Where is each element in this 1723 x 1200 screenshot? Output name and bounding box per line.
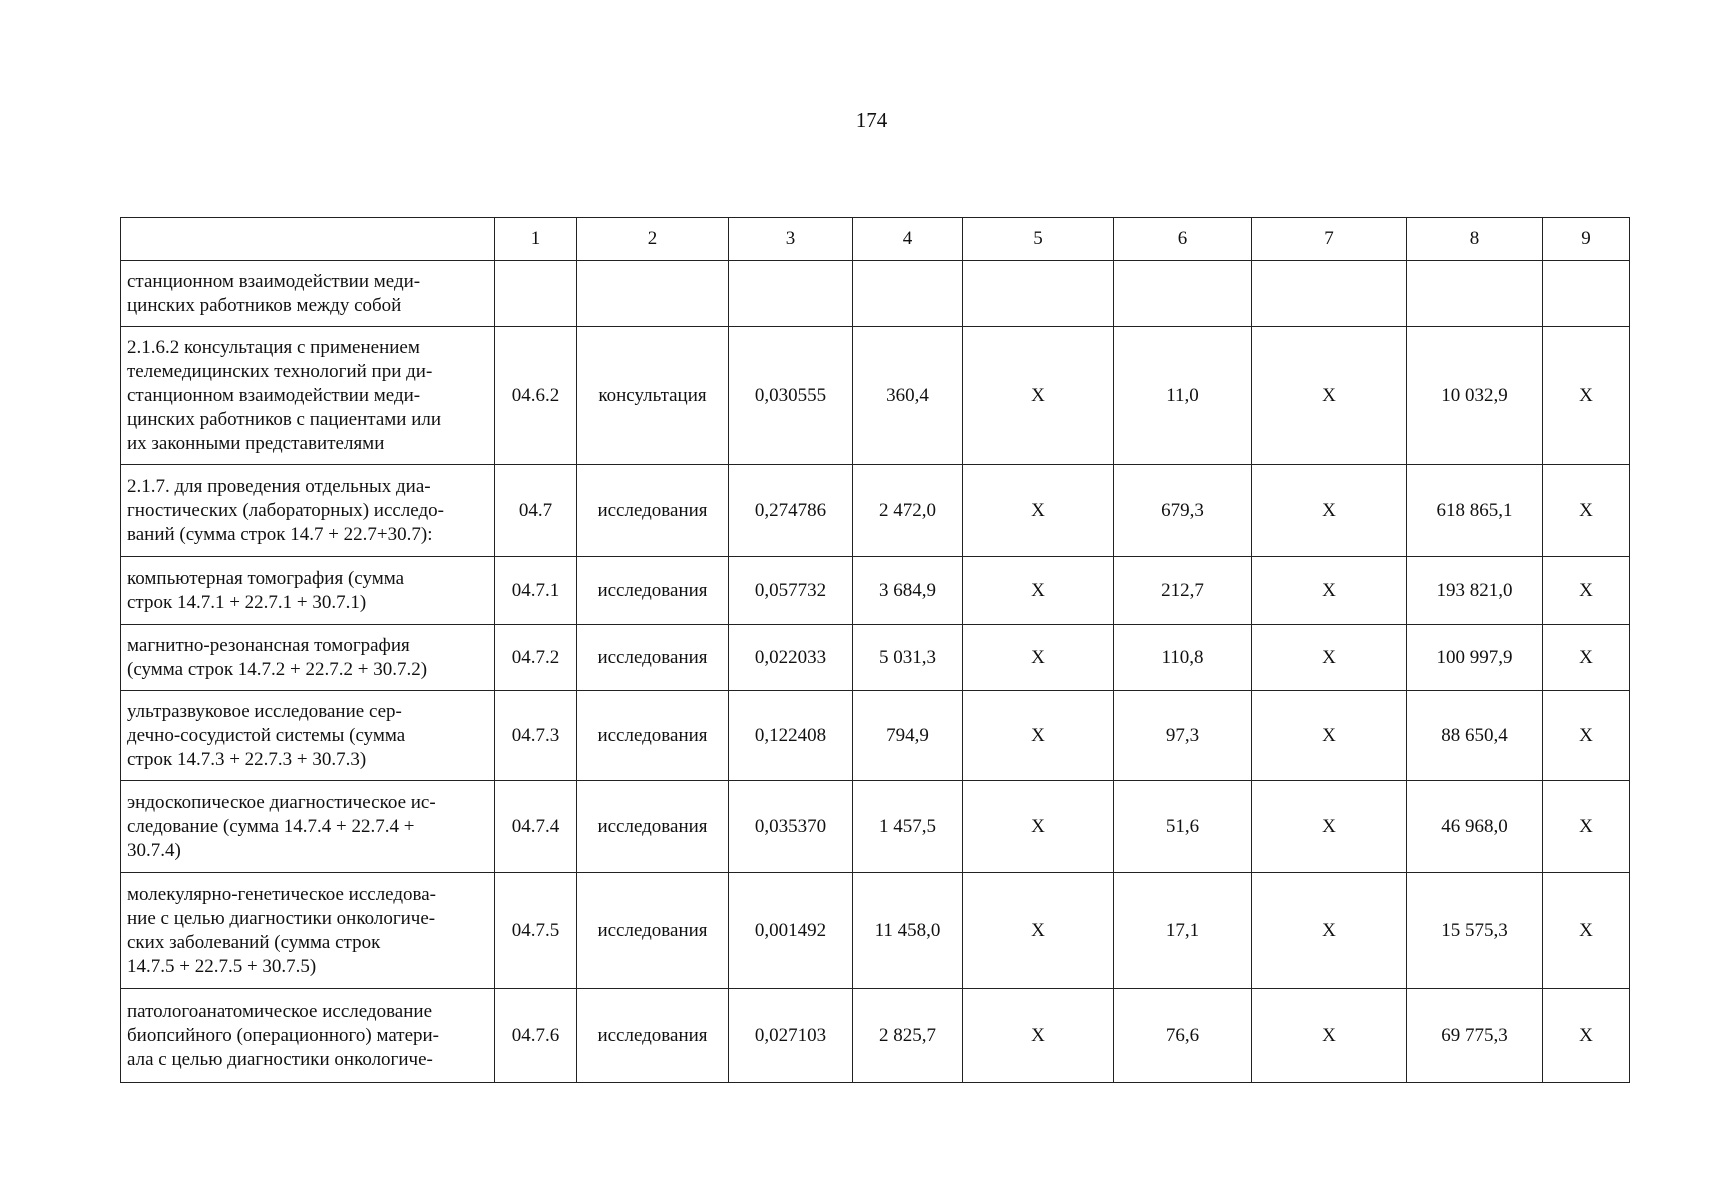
- table-cell-c1: 04.6.2: [495, 327, 577, 465]
- table-cell-c4: 5 031,3: [853, 625, 963, 691]
- table-cell-c5: X: [963, 557, 1114, 625]
- table-cell-c1: 04.7.5: [495, 873, 577, 989]
- column-header: [121, 218, 495, 261]
- table-cell-c7: X: [1252, 557, 1407, 625]
- table-cell-c2: исследования: [577, 873, 729, 989]
- row-name-text: компьютерная томография (сумма строк 14.7.1 + 22.7.1 + 30.7.1): [127, 567, 405, 613]
- table-cell-c9: X: [1543, 989, 1630, 1083]
- table-cell-c2: консультация: [577, 327, 729, 465]
- table-cell-c8: 88 650,4: [1407, 691, 1543, 781]
- table-row: [121, 625, 1630, 691]
- row-name-text: ультразвуковое исследование сер- дечно-сосудистой системы (сумма строк 14.7.3 + 22.7.3 + 30.7.3): [127, 700, 406, 770]
- table-cell-c4: 2 825,7: [853, 989, 963, 1083]
- table-cell-c7: X: [1252, 691, 1407, 781]
- row-name-cell: [121, 781, 495, 873]
- table-cell-c1: 04.7: [495, 465, 577, 557]
- table-row: [121, 989, 1630, 1083]
- table-cell-c3: 0,022033: [729, 625, 853, 691]
- table-cell-c3: [729, 261, 853, 327]
- table-row: [121, 781, 1630, 873]
- table-cell-c5: X: [963, 691, 1114, 781]
- table-cell-c3: 0,035370: [729, 781, 853, 873]
- row-name-text: станционном взаимодействии меди- цинских работников между собой: [127, 270, 421, 316]
- column-header: 8: [1407, 218, 1543, 261]
- column-header: 5: [963, 218, 1114, 261]
- table-cell-c1: 04.7.6: [495, 989, 577, 1083]
- row-name-cell: [121, 557, 495, 625]
- table-cell-c3: 0,030555: [729, 327, 853, 465]
- column-header: 9: [1543, 218, 1630, 261]
- column-header: 4: [853, 218, 963, 261]
- table-cell-c2: исследования: [577, 625, 729, 691]
- table-cell-c1: 04.7.4: [495, 781, 577, 873]
- table-cell-c4: [853, 261, 963, 327]
- table-cell-c4: 794,9: [853, 691, 963, 781]
- table-cell-c9: X: [1543, 781, 1630, 873]
- table-cell-c6: 76,6: [1114, 989, 1252, 1083]
- table-cell-c3: 0,122408: [729, 691, 853, 781]
- table-cell-c5: X: [963, 625, 1114, 691]
- table-row: [121, 691, 1630, 781]
- table-cell-c4: 360,4: [853, 327, 963, 465]
- table-cell-c8: 193 821,0: [1407, 557, 1543, 625]
- row-name-text: 2.1.7. для проведения отдельных диа- гностических (лабораторных) исследо- ваний (сумма строк 14.7 + 22.7+30.7):: [127, 475, 444, 545]
- table-cell-c8: 46 968,0: [1407, 781, 1543, 873]
- table-cell-c9: X: [1543, 327, 1630, 465]
- column-header: 1: [495, 218, 577, 261]
- table-cell-c9: X: [1543, 873, 1630, 989]
- table-cell-c3: 0,027103: [729, 989, 853, 1083]
- column-header: 7: [1252, 218, 1407, 261]
- table-cell-c4: 1 457,5: [853, 781, 963, 873]
- row-name-cell: [121, 691, 495, 781]
- column-header: 3: [729, 218, 853, 261]
- table-cell-c9: X: [1543, 557, 1630, 625]
- table-row: [121, 465, 1630, 557]
- row-name-cell: [121, 465, 495, 557]
- table-cell-c2: исследования: [577, 781, 729, 873]
- table-cell-c9: [1543, 261, 1630, 327]
- row-name-cell: [121, 261, 495, 327]
- table-cell-c4: 2 472,0: [853, 465, 963, 557]
- table-cell-c8: [1407, 261, 1543, 327]
- table-cell-c6: 51,6: [1114, 781, 1252, 873]
- table-cell-c6: 11,0: [1114, 327, 1252, 465]
- row-name-cell: [121, 873, 495, 989]
- table-cell-c6: 110,8: [1114, 625, 1252, 691]
- table-row: [121, 327, 1630, 465]
- table-row: [121, 261, 1630, 327]
- table-cell-c6: [1114, 261, 1252, 327]
- table-cell-c2: исследования: [577, 465, 729, 557]
- data-table: [120, 217, 1630, 1083]
- table-cell-c5: X: [963, 873, 1114, 989]
- table-cell-c3: 0,274786: [729, 465, 853, 557]
- table-cell-c7: X: [1252, 781, 1407, 873]
- row-name-text: магнитно-резонансная томография (сумма строк 14.7.2 + 22.7.2 + 30.7.2): [127, 634, 428, 680]
- table-cell-c3: 0,001492: [729, 873, 853, 989]
- row-name-cell: [121, 625, 495, 691]
- table-cell-c5: X: [963, 989, 1114, 1083]
- table-cell-c7: [1252, 261, 1407, 327]
- table-cell-c9: X: [1543, 625, 1630, 691]
- table-cell-c8: 618 865,1: [1407, 465, 1543, 557]
- table-cell-c1: 04.7.3: [495, 691, 577, 781]
- page-number: 174: [855, 108, 888, 132]
- table-cell-c7: X: [1252, 873, 1407, 989]
- table-row: [121, 557, 1630, 625]
- row-name-text: 2.1.6.2 консультация с применением телемедицинских технологий при ди- станционном взаимодействии меди- цинских работников с пациентами или их законными представителями: [127, 336, 442, 454]
- row-name-text: эндоскопическое диагностическое ис- следование (сумма 14.7.4 + 22.7.4 + 30.7.4): [127, 791, 436, 861]
- table-cell-c5: X: [963, 327, 1114, 465]
- table-cell-c8: 15 575,3: [1407, 873, 1543, 989]
- table-cell-c2: исследования: [577, 557, 729, 625]
- table-cell-c2: исследования: [577, 989, 729, 1083]
- table-cell-c5: [963, 261, 1114, 327]
- table-cell-c5: X: [963, 465, 1114, 557]
- row-name-cell: [121, 327, 495, 465]
- column-header: 2: [577, 218, 729, 261]
- table-cell-c2: [577, 261, 729, 327]
- table-cell-c1: 04.7.1: [495, 557, 577, 625]
- table-cell-c5: X: [963, 781, 1114, 873]
- header-row: [121, 218, 1630, 261]
- table-cell-c8: 69 775,3: [1407, 989, 1543, 1083]
- table-cell-c7: X: [1252, 989, 1407, 1083]
- table-cell-c9: X: [1543, 691, 1630, 781]
- table-cell-c6: 212,7: [1114, 557, 1252, 625]
- table-cell-c4: 3 684,9: [853, 557, 963, 625]
- table-cell-c8: 10 032,9: [1407, 327, 1543, 465]
- table-row: [121, 873, 1630, 989]
- row-name-text: патологоанатомическое исследование биопсийного (операционного) матери- ала с целью диагностики онкологиче-: [127, 1000, 440, 1070]
- table-cell-c7: X: [1252, 625, 1407, 691]
- row-name-text: молекулярно-генетическое исследова- ние с целью диагностики онкологиче- ских заболеваний (сумма строк 14.7.5 + 22.7.5 + 30.7.5): [127, 883, 437, 977]
- table-cell-c6: 17,1: [1114, 873, 1252, 989]
- table-cell-c7: X: [1252, 327, 1407, 465]
- table-cell-c6: 679,3: [1114, 465, 1252, 557]
- table-cell-c7: X: [1252, 465, 1407, 557]
- table-cell-c1: [495, 261, 577, 327]
- table-cell-c1: 04.7.2: [495, 625, 577, 691]
- table-cell-c2: исследования: [577, 691, 729, 781]
- column-header: 6: [1114, 218, 1252, 261]
- table-cell-c9: X: [1543, 465, 1630, 557]
- table-cell-c6: 97,3: [1114, 691, 1252, 781]
- table-cell-c3: 0,057732: [729, 557, 853, 625]
- table-cell-c8: 100 997,9: [1407, 625, 1543, 691]
- table-cell-c4: 11 458,0: [853, 873, 963, 989]
- row-name-cell: [121, 989, 495, 1083]
